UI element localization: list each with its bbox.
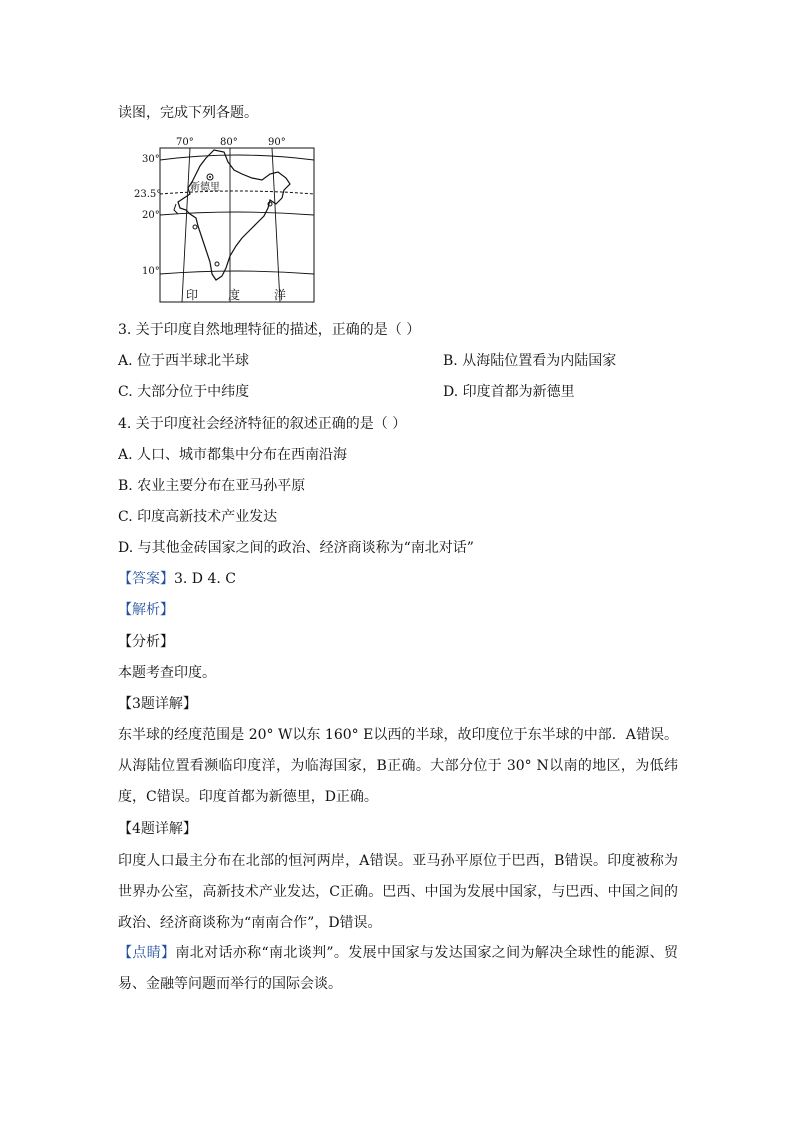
detail4-text: 印度人口最主分布在北部的恒河两岸，A错误。亚马孙平原位于巴西，B错误。印度被称为世界办公室，高新技术产业发达，C正确。巴西、中国为发展中国家，与巴西、中国之间的政治、经济商谈称为“南南合作”，D错误。 [118, 853, 678, 931]
new-delhi-dot [209, 176, 211, 178]
tip-paragraph [118, 938, 678, 1000]
parallel-30 [160, 155, 314, 160]
coast-detail [174, 204, 178, 214]
fenxi-text: 本题考查印度。 [118, 665, 216, 681]
lat-label-10: 10° [142, 266, 160, 277]
q4-option-b: B. 农业主要分布在亚马孙平原 [118, 478, 306, 494]
tip-label: 【点睛】 [118, 945, 176, 961]
q4-option-a: A. 人口、城市都集中分布在西南沿海 [118, 447, 348, 463]
ocean-label-1: 印 [186, 288, 199, 302]
lat-label-30: 30° [142, 154, 160, 165]
intro-text: 读图，完成下列各题。 [118, 105, 258, 121]
meridian-70 [182, 148, 190, 302]
q3-option-b: B. 从海陆位置看为内陆国家 [443, 353, 617, 369]
city-marker [193, 225, 197, 229]
tropic-line [160, 191, 314, 194]
analysis-label: 【解析】 [118, 602, 174, 618]
answer-line [118, 569, 236, 589]
q3-stem: 3. 关于印度自然地理特征的描述，正确的是（ ） [118, 322, 421, 338]
q3-option-a: A. 位于西半球北半球 [118, 353, 250, 369]
new-delhi-label: 新德里 [190, 182, 220, 193]
q4-stem: 4. 关于印度社会经济特征的叙述正确的是（ ） [118, 416, 407, 432]
parallel-20 [160, 212, 314, 215]
ocean-label-3: 洋 [274, 288, 287, 302]
lon-label-70: 70° [176, 137, 194, 148]
q3-option-d: D. 印度首都为新德里 [443, 384, 575, 400]
lat-label-20: 20° [142, 210, 160, 221]
tip-text: 南北对话亦称“南北谈判”。发展中国家与发达国家之间为解决全球性的能源、贸易、金融等问题而举行的国际会谈。 [118, 945, 679, 992]
detail3-text: 东半球的经度范围是 20° W以东 160° E以西的半球，故印度位于东半球的中部．A错误。从海陆位置看濒临印度洋，为临海国家，B正确。大部分位于 30° N以南的地区，为低纬度，C错误。印度首都为新德里，D正确。 [118, 727, 678, 805]
detail4-label: 【4题详解】 [118, 821, 197, 837]
answer-label: 【答案】 [118, 571, 174, 587]
city-marker [215, 262, 219, 266]
answer-text: 3. D 4. C [174, 571, 237, 587]
fenxi-label: 【分析】 [118, 634, 174, 650]
q3-option-c: C. 大部分位于中纬度 [118, 384, 250, 400]
q4-option-d: D. 与其他金砖国家之间的政治、经济商谈称为“南北对话” [118, 540, 474, 556]
lat-label-23-5: 23.5° [134, 189, 162, 200]
ocean-label-2: 度 [228, 288, 241, 302]
meridian-90 [272, 148, 280, 302]
lon-label-90: 90° [268, 137, 286, 148]
india-map-figure [130, 134, 330, 306]
detail3-label: 【3题详解】 [118, 696, 197, 712]
lon-label-80: 80° [220, 137, 238, 148]
q4-option-c: C. 印度高新技术产业发达 [118, 509, 278, 525]
